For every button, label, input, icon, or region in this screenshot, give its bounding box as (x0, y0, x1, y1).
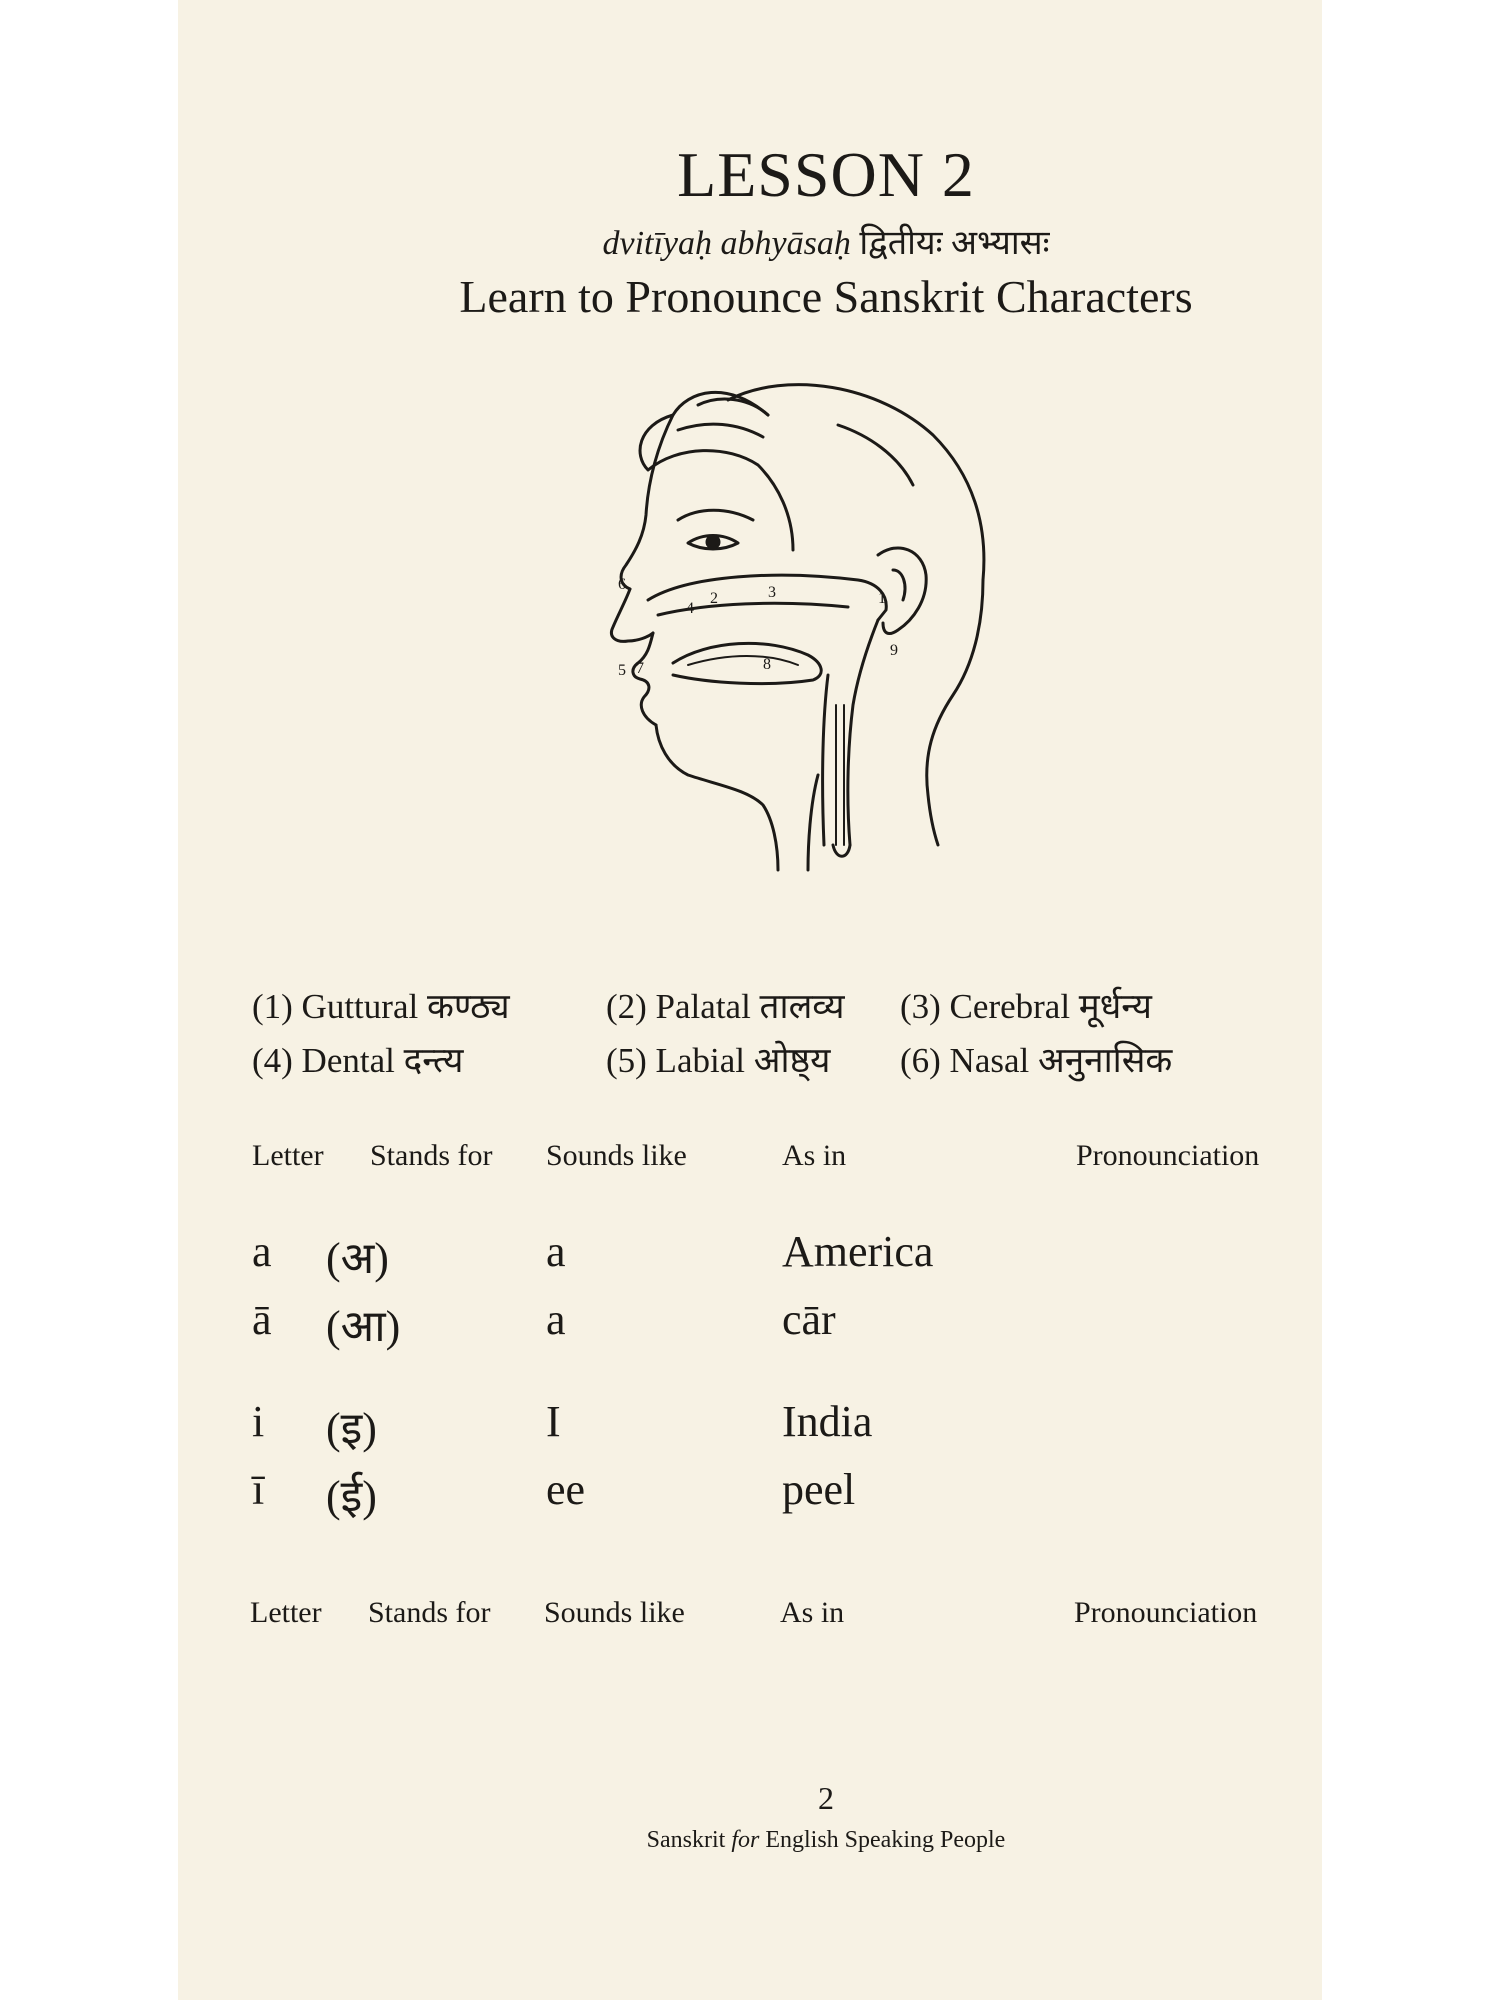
page-number: 2 (818, 1780, 834, 1816)
subtitle-transliteration: dvitīyaḥ abhyāsaḥ (602, 225, 851, 262)
book-page (178, 0, 1322, 2000)
lesson-heading: Learn to Pronounce Sanskrit Characters (459, 271, 1193, 322)
table-row-stands-for: (आ) (326, 1302, 401, 1351)
figure-label-7: 7 (636, 660, 644, 677)
book-title-footer (254, 1827, 1398, 1854)
place-dental: (4) Dental दन्त्य (252, 1041, 464, 1080)
place-palatal: (2) Palatal तालव्य (606, 987, 845, 1026)
header-sounds-like: Sounds like (546, 1139, 687, 1172)
place-guttural: (1) Guttural कण्ठ्य (252, 987, 510, 1026)
figure-label-8: 8 (763, 656, 771, 673)
figure-label-4: 4 (686, 600, 694, 617)
footer-book-italic: for (731, 1827, 760, 1853)
table-row-stands-for: (इ) (326, 1404, 377, 1453)
footer-book-post: English Speaking People (759, 1827, 1006, 1853)
head-profile-illustration (578, 375, 1038, 895)
header-as-in: As in (780, 1596, 845, 1629)
figure-label-5: 5 (618, 662, 626, 679)
table-row-letter: ī (252, 1465, 265, 1514)
header-sounds-like: Sounds like (544, 1596, 685, 1629)
header-pronounciation: Pronounciation (1076, 1139, 1260, 1172)
header-letter: Letter (252, 1139, 324, 1172)
table-row-sounds-like: a (546, 1295, 566, 1344)
header-letter: Letter (250, 1596, 322, 1629)
table-row-as-in: America (782, 1227, 934, 1276)
table-row-letter: ā (252, 1295, 272, 1344)
header-pronounciation: Pronounciation (1074, 1596, 1258, 1629)
table-row-sounds-like: I (546, 1397, 561, 1446)
table-row-stands-for: (अ) (326, 1234, 389, 1283)
figure-label-3: 3 (768, 584, 776, 601)
table-row-as-in: India (782, 1397, 873, 1446)
table-row-as-in: peel (782, 1465, 856, 1514)
table-row-letter: a (252, 1227, 272, 1276)
table-row-letter: i (252, 1397, 265, 1446)
place-nasal: (6) Nasal अनुनासिक (900, 1041, 1173, 1080)
footer-book-pre: Sanskrit (646, 1827, 732, 1853)
lesson-subtitle (254, 218, 1398, 264)
table-row-stands-for: (ई) (326, 1472, 377, 1521)
table-row-sounds-like: a (546, 1227, 566, 1276)
header-stands-for: Stands for (368, 1596, 491, 1629)
figure-label-2: 2 (710, 590, 718, 607)
subtitle-devanagari: द्वितीयः अभ्यासः (859, 225, 1050, 262)
table-row-sounds-like: ee (546, 1465, 586, 1514)
table-row-as-in: cār (782, 1295, 836, 1344)
figure-label-6: 6 (618, 576, 626, 593)
figure-label-9: 9 (890, 642, 898, 659)
header-as-in: As in (782, 1139, 847, 1172)
figure-label-1: 1 (878, 590, 886, 607)
header-stands-for: Stands for (370, 1139, 493, 1172)
place-labial: (5) Labial ओष्ठ्य (606, 1041, 831, 1080)
lesson-title: LESSON 2 (677, 139, 975, 210)
place-cerebral: (3) Cerebral मूर्धन्य (900, 987, 1152, 1026)
